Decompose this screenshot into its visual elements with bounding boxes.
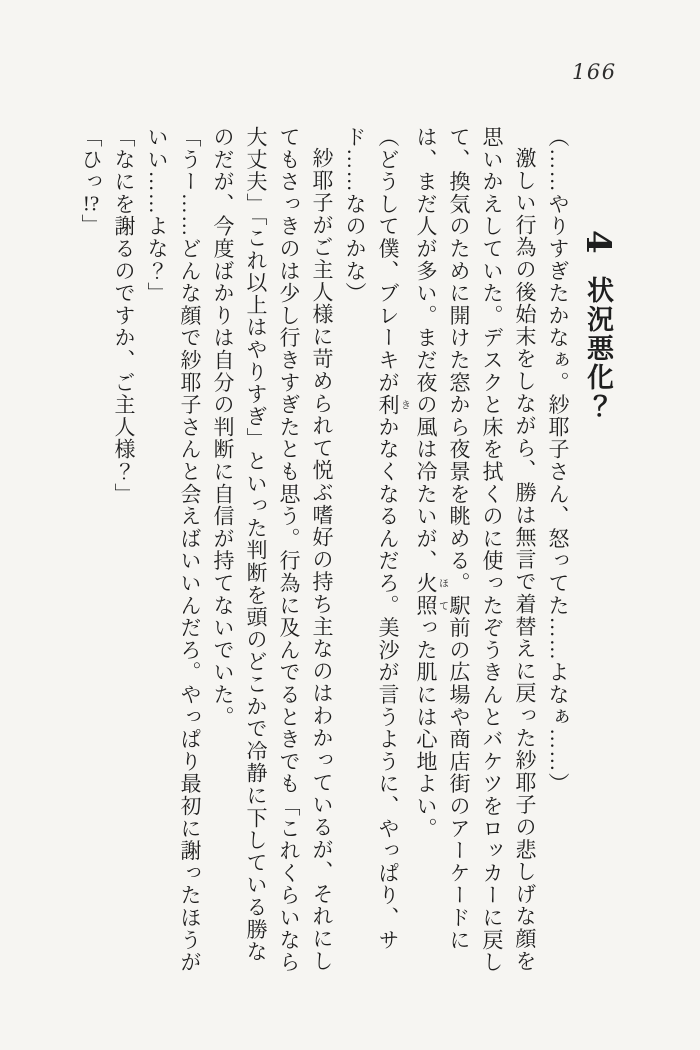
ruby-text: ほて	[436, 572, 448, 617]
text-segment: 激しい行為の後始末をしながら、勝は無言で着替えに戻った紗耶子の悲しげな顔を思いかえしていた。デスクと床を拭くのに使ったぞうきんとバケツをロッカーに戻して、換気のために開けた窓から夜景を眺める。駅前の広場や商店街のアーケードには、まだ人が多い。まだ夜の風は冷たいが、	[414, 126, 537, 974]
text-segment: 「ひっ	[79, 126, 103, 193]
paragraph-dialogue-2: 「なにを謝るのですか、ご主人様？」	[112, 126, 136, 506]
ruby-base: 利	[376, 393, 400, 416]
ruby-text: き	[398, 393, 410, 416]
text-segment: かなくなるんだろ。美沙が言うように、やっぱり、サド……なのかな）	[343, 126, 400, 952]
text-segment: った肌には心地よい。	[414, 616, 438, 840]
paragraph-monologue-1: （……やりすぎたかなぁ。紗耶子さん、怒ってた……よなぁ……）	[546, 126, 570, 795]
chapter-number: 4	[578, 230, 618, 255]
text-segment: （どうして僕、ブレーキが	[376, 126, 400, 394]
chapter-heading	[578, 126, 618, 978]
exclamation-question-tatechuyoko: !?	[82, 192, 100, 214]
paragraph-dialogue-1: 「うー……どんな顔で紗耶子さんと会えばいいんだろ。やっぱり最初に謝ったほうがいい……よな？」	[145, 126, 202, 974]
paragraph-narrative-2: 紗耶子がご主人様に苛められて悦ぶ嗜好の持ち主なのはわかっているが、それにしてもさっきのは少し行きすぎたとも思う。行為に及んでるときでも「これくらいなら大丈夫」「これ以上はやりすぎ」といった判断を頭のどこかで冷静に下している勝なのだが、今度ばかりは自分の判断に自信が持てないでいた。	[211, 126, 334, 974]
paragraph-narrative-1	[409, 126, 541, 978]
page-number: 166	[572, 60, 617, 84]
ruby-base: 火照	[414, 572, 438, 617]
ruby-ki	[376, 393, 410, 416]
text-segment: 」	[79, 213, 103, 237]
paragraph-monologue-2	[338, 126, 409, 978]
ruby-hoteru	[414, 572, 448, 617]
vertical-text-block	[74, 126, 618, 978]
chapter-title: 状況悪化？	[583, 275, 613, 421]
paragraph-dialogue-3	[74, 126, 107, 978]
